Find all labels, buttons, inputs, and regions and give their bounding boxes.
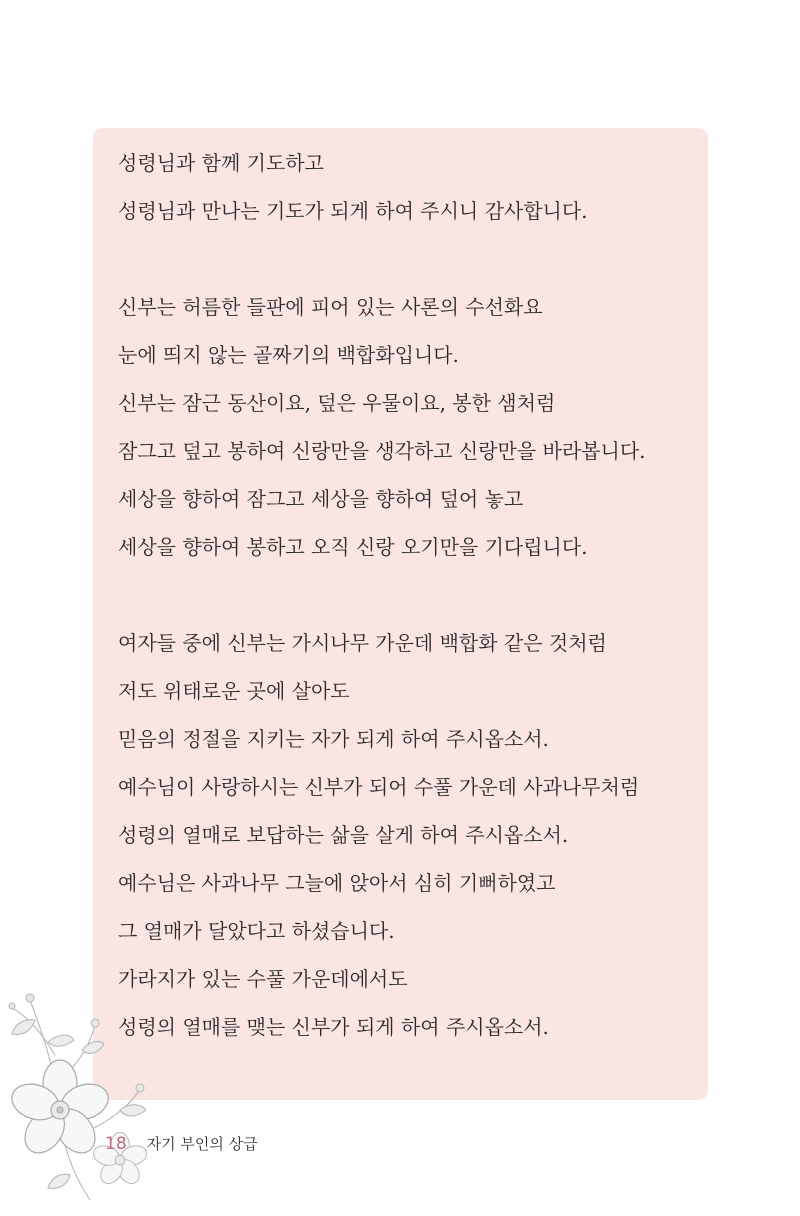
- poem-line: 여자들 중에 신부는 가시나무 가운데 백합화 같은 것처럼: [118, 631, 607, 655]
- poem-line: 세상을 향하여 잠그고 세상을 향하여 덮어 놓고: [118, 487, 524, 511]
- poem-line: 예수님은 사과나무 그늘에 앉아서 심히 기뻐하였고: [118, 871, 556, 895]
- poem-line: 성령의 열매로 보답하는 삶을 살게 하여 주시옵소서.: [118, 823, 569, 847]
- book-title: 자기 부인의 상급: [146, 1135, 258, 1153]
- poem-line: 눈에 띄지 않는 골짜기의 백합화입니다.: [118, 343, 459, 367]
- poem-line: 신부는 허름한 들판에 피어 있는 사론의 수선화요: [118, 295, 543, 319]
- poem-line: 성령님과 만나는 기도가 되게 하여 주시니 감사합니다.: [118, 199, 588, 223]
- stanza-break: [118, 571, 698, 619]
- stanza-break: [118, 235, 698, 283]
- page-number: 18: [105, 1134, 127, 1154]
- poem-line: 잠그고 덮고 봉하여 신랑만을 생각하고 신랑만을 바라봅니다.: [118, 439, 646, 463]
- poem-line: 성령의 열매를 맺는 신부가 되게 하여 주시옵소서.: [118, 1015, 549, 1039]
- poem-line: 세상을 향하여 봉하고 오직 신랑 오기만을 기다립니다.: [118, 535, 588, 559]
- flower-icon: [0, 960, 170, 1216]
- poem-line: 성령님과 함께 기도하고: [118, 151, 324, 175]
- poem-text: [118, 139, 698, 1051]
- poem-line: 예수님이 사랑하시는 신부가 되어 수풀 가운데 사과나무처럼: [118, 775, 640, 799]
- poem-line: 신부는 잠근 동산이요, 덮은 우물이요, 봉한 샘처럼: [118, 391, 556, 415]
- poem-line: 저도 위태로운 곳에 살아도: [118, 679, 350, 703]
- poem-line: 믿음의 정절을 지키는 자가 되게 하여 주시옵소서.: [118, 727, 549, 751]
- page-footer: [105, 1133, 258, 1154]
- poem-line: 그 열매가 달았다고 하셨습니다.: [118, 919, 395, 943]
- poem-line: 가라지가 있는 수풀 가운데에서도: [118, 967, 408, 991]
